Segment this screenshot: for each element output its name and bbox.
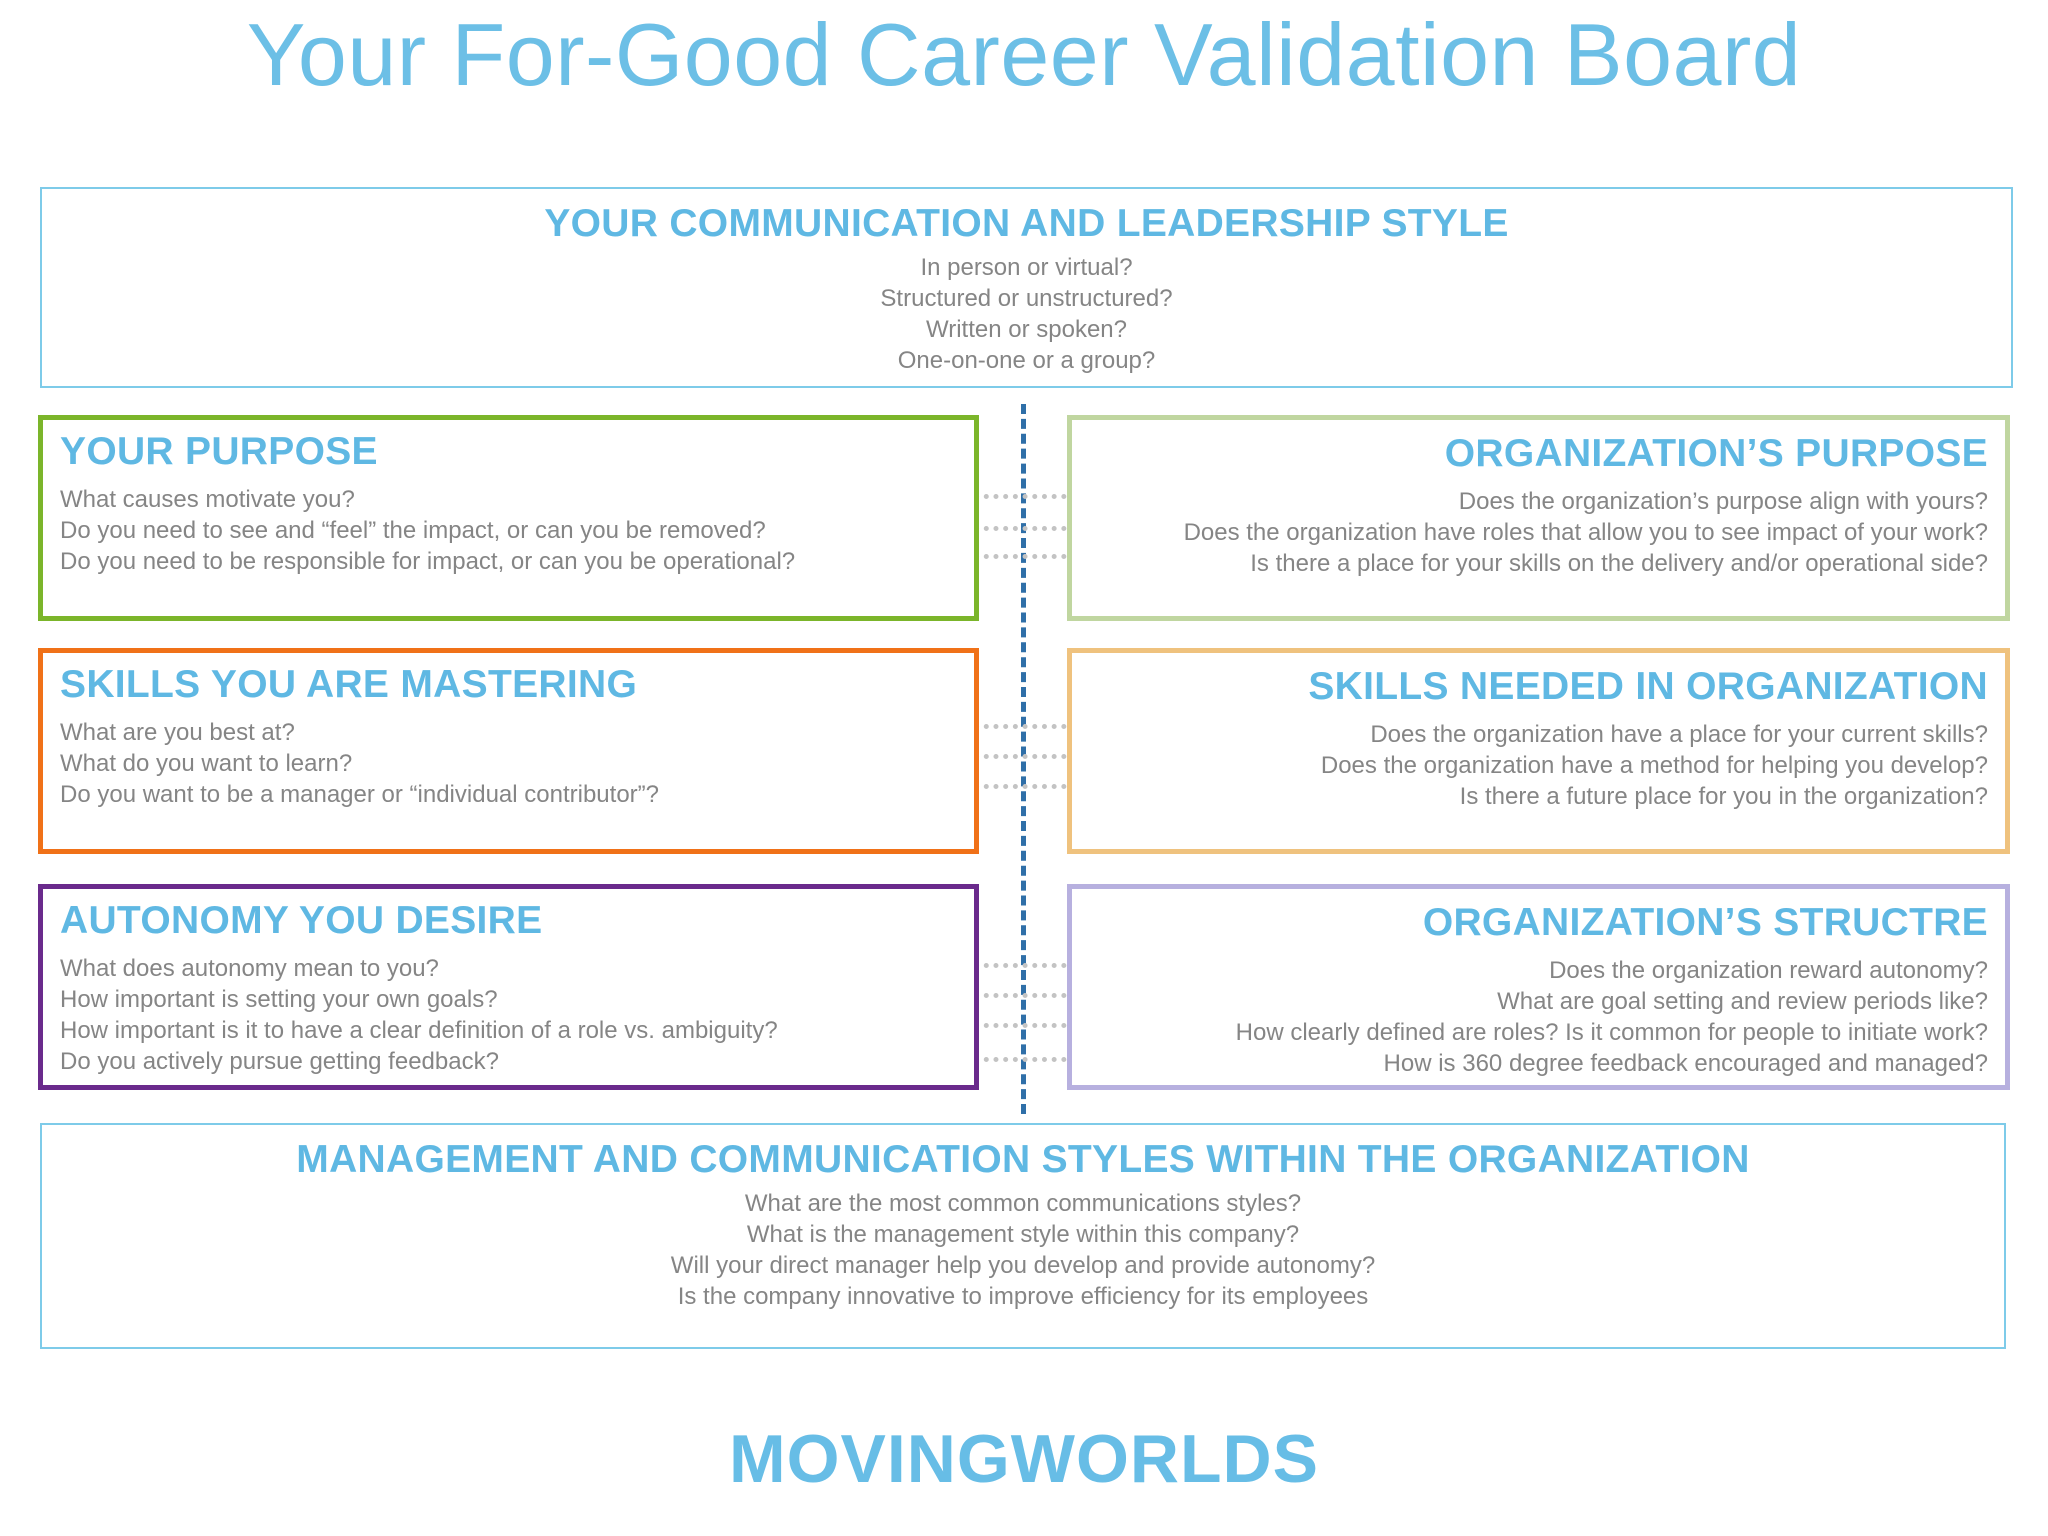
- box-heading: MANAGEMENT AND COMMUNICATION STYLES WITHIN THE ORGANIZATION: [296, 1138, 1750, 1181]
- box-line: What causes motivate you?: [60, 486, 355, 513]
- management-communication-box: [40, 1123, 2006, 1349]
- box-line: Does the organization have a place for your current skills?: [1370, 721, 1988, 748]
- box-line: Is there a place for your skills on the delivery and/or operational side?: [1250, 550, 1988, 577]
- center-divider: [1021, 404, 1026, 1114]
- box-heading: SKILLS YOU ARE MASTERING: [60, 663, 638, 706]
- page-title: Your For-Good Career Validation Board: [246, 5, 1802, 104]
- organization-structure-box: [1067, 884, 2010, 1090]
- box-line: How is 360 degree feedback encouraged and managed?: [1383, 1050, 1988, 1077]
- box-line: What are goal setting and review periods like?: [1497, 988, 1988, 1015]
- box-line: Do you actively pursue getting feedback?: [60, 1048, 499, 1075]
- communication-leadership-box: [40, 187, 2013, 388]
- skills-needed-box: [1067, 648, 2010, 854]
- box-line: Does the organization have roles that allow you to see impact of your work?: [1183, 519, 1988, 546]
- box-line: Structured or unstructured?: [880, 285, 1173, 312]
- box-heading: YOUR COMMUNICATION AND LEADERSHIP STYLE: [544, 202, 1509, 245]
- box-heading: SKILLS NEEDED IN ORGANIZATION: [1308, 665, 1988, 708]
- box-line: How important is setting your own goals?: [60, 986, 498, 1013]
- box-line: Will your direct manager help you develop and provide autonomy?: [670, 1252, 1376, 1279]
- box-line: One-on-one or a group?: [897, 347, 1156, 374]
- box-line: Is there a future place for you in the organization?: [1459, 783, 1988, 810]
- box-line: Does the organization’s purpose align with yours?: [1458, 488, 1988, 515]
- autonomy-desire-box: [38, 884, 979, 1090]
- box-heading: ORGANIZATION’S STRUCTRE: [1422, 901, 1988, 944]
- box-line: Is the company innovative to improve efficiency for its employees: [677, 1283, 1369, 1310]
- box-line: What is the management style within this company?: [746, 1221, 1300, 1248]
- movingworlds-logo: MOVINGWORLDS: [729, 1421, 1319, 1497]
- your-purpose-box: [38, 415, 979, 621]
- box-line: Does the organization have a method for helping you develop?: [1320, 752, 1988, 779]
- box-line: What are you best at?: [60, 719, 295, 746]
- box-line: What do you want to learn?: [60, 750, 353, 777]
- box-line: What are the most common communications styles?: [744, 1190, 1302, 1217]
- box-heading: AUTONOMY YOU DESIRE: [60, 899, 543, 942]
- skills-mastering-box: [38, 648, 979, 854]
- box-line: In person or virtual?: [920, 254, 1133, 281]
- box-line: Does the organization reward autonomy?: [1549, 957, 1988, 984]
- box-line: What does autonomy mean to you?: [60, 955, 439, 982]
- box-heading: YOUR PURPOSE: [60, 430, 378, 473]
- box-line: How clearly defined are roles? Is it common for people to initiate work?: [1235, 1019, 1988, 1046]
- organization-purpose-box: [1067, 415, 2010, 621]
- box-line: Do you need to be responsible for impact, or can you be operational?: [60, 548, 796, 575]
- box-line: How important is it to have a clear definition of a role vs. ambiguity?: [60, 1017, 778, 1044]
- box-heading: ORGANIZATION’S PURPOSE: [1444, 432, 1988, 475]
- box-line: Written or spoken?: [926, 316, 1127, 343]
- box-line: Do you want to be a manager or “individual contributor”?: [60, 781, 659, 808]
- box-line: Do you need to see and “feel” the impact, or can you be removed?: [60, 517, 766, 544]
